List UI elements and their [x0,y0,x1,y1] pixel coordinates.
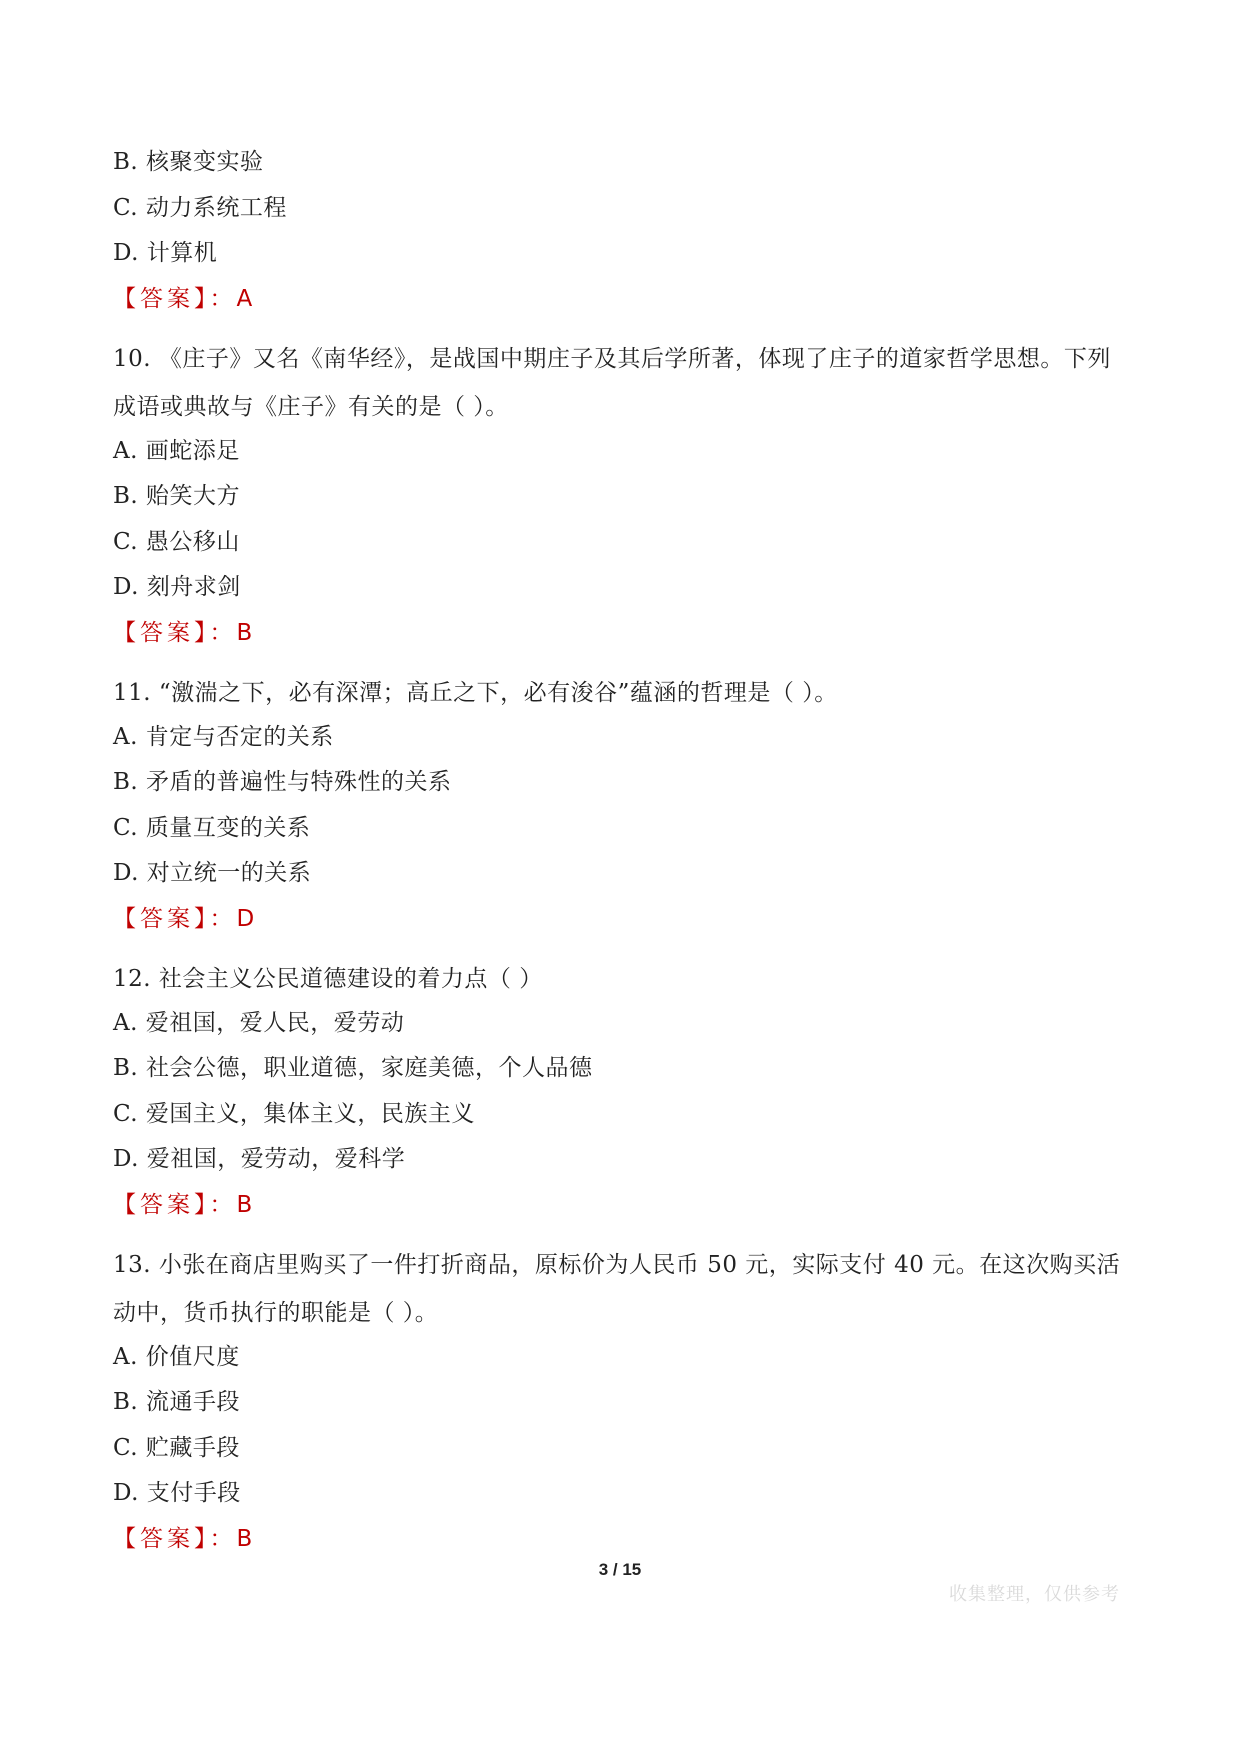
question-text: 13. 小张在商店里购买了一件打折商品，原标价为人民币 50 元，实际支付 40 元。在这次购买活动中，货币执行的职能是（ ）。 [113,1251,1121,1326]
answer-line [113,1189,1133,1221]
question-text: 11. “激湍之下，必有深潭；高丘之下，必有浚谷”蕴涵的哲理是（ ）。 [113,679,838,706]
page-number: 3 / 15 [598,1560,642,1579]
watermark-text: 收集整理，仅供参考 [949,1584,1120,1605]
option-d: D. 计算机 [113,240,218,266]
answer-label: 【答案】： [113,1525,237,1552]
option-c: C. 动力系统工程 [113,194,287,221]
option-a: A. 爱祖国，爱人民，爱劳动 [113,1009,405,1036]
option-c: C. 贮藏手段 [113,1434,240,1461]
option-d: D. 对立统一的关系 [113,860,312,886]
option-c: C. 愚公移山 [113,528,240,555]
answer-label: 【答案】： [113,619,237,646]
question-12 [113,955,1133,1003]
option-b: B. 矛盾的普遍性与特殊性的关系 [113,769,452,795]
answer-line [113,617,1133,649]
answer-letter: B [236,1191,253,1218]
answer-line [113,1523,1133,1555]
answer-label: 【答案】： [113,1191,237,1218]
option-b: B. 流通手段 [113,1389,241,1415]
option-a: A. 肯定与否定的关系 [113,723,334,750]
option-b: B. 社会公德，职业道德，家庭美德，个人品德 [113,1055,593,1081]
answer-label: 【答案】： [113,905,237,932]
option-d: D. 支付手段 [113,1480,241,1506]
answer-letter: B [236,619,253,646]
answer-line [113,903,1133,935]
option-d: D. 刻舟求剑 [113,574,241,600]
question-text: 12. 社会主义公民道德建设的着力点（ ） [113,965,543,992]
option-b: B. 贻笑大方 [113,483,241,509]
question-10 [113,335,1133,431]
option-a: A. 价值尺度 [113,1343,240,1370]
question-9-options [113,146,1133,269]
option-a: A. 画蛇添足 [113,437,240,464]
answer-letter: B [236,1525,253,1552]
option-c: C. 爱国主义，集体主义，民族主义 [113,1100,475,1127]
answer-letter: A [236,285,253,312]
question-11 [113,669,1133,717]
answer-line [113,283,1133,315]
page-content [113,146,1133,1575]
question-13 [113,1241,1133,1337]
answer-label: 【答案】： [113,285,237,312]
answer-letter: D [236,905,255,932]
option-b: B. 核聚变实验 [113,149,264,175]
option-c: C. 质量互变的关系 [113,814,311,841]
option-d: D. 爱祖国，爱劳动，爱科学 [113,1146,406,1172]
question-text: 10. 《庄子》又名《南华经》，是战国中期庄子及其后学所著，体现了庄子的道家哲学思想。下列成语或典故与《庄子》有关的是（ ）。 [113,345,1111,420]
